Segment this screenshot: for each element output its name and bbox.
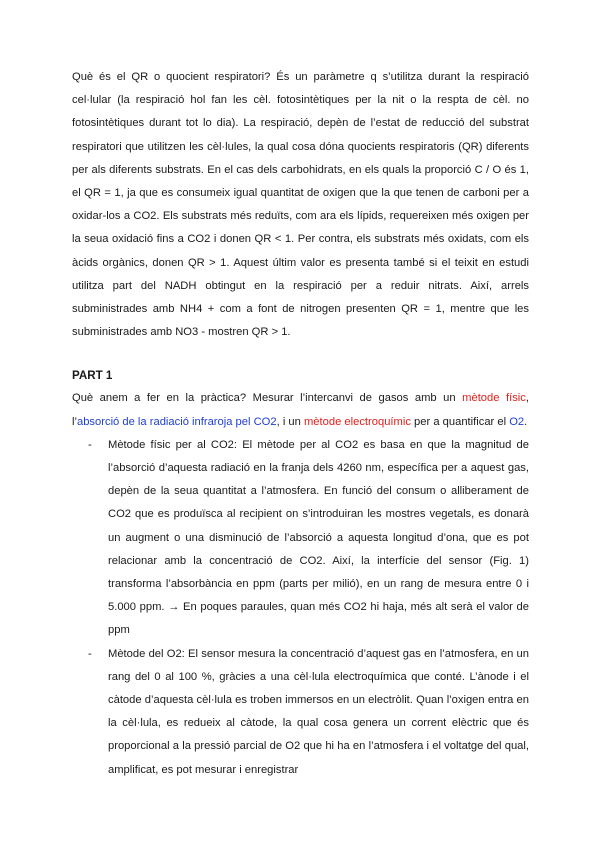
list-item-metode-co2 — [72, 434, 529, 643]
list-dash: - — [88, 647, 92, 660]
highlight-absorcio-co2: absorció de la radiació infraroja pel CO2 — [76, 415, 277, 428]
highlight-metode-electroquimic: mètode electroquímic — [303, 415, 411, 428]
list-item-text: Mètode del O2: El sensor mesura la concentració d’aquest gas en l’atmosfera, en un rang del 0 al 100 %, gràcies a una cèl·lula electroquímica que conté. L’ànode i el càtode d’aquesta cèl·lula es troben immersos en un electròlit. Quan l’oxigen entra en la cèl·lula, es redueix al càtode, la qual cosa genera un corrent elèctric que és proporcional a la pressió parcial de O2 que hi ha en l’atmosfera i el voltatge del qual, amplificat, es pot mesurar i enregistrar — [108, 647, 529, 776]
part1-text-c: per a quantificar el — [410, 415, 510, 428]
part1-text-comma: , l’ — [72, 392, 529, 428]
intro-paragraph: Què és el QR o quocient respiratori? És un paràmetre q s’utilitza durant la respiració cel·lular (la respiració hol fan les cèl. fotosintètiques per la nit o la respta de cèl. no fotosintètiques durant tot lo dia). La respiració, depèn de l’estat de reducció del substrat respiratori que utilitzen les cèl·lules, la qual cosa dóna quocients respiratoris (QR) diferents per als diferents substrats. En el cas dels carbohidrats, en els quals la proporció C / O és 1, el QR = 1, ja que es consumeix igual quantitat de oxigen que la que tenen de carboni per a oxidar-los a CO2. Els substrats més reduïts, com ara els lípids, requereixen més oxigen per la seua oxidació fins a CO2 i donen QR < 1. Per contra, els substrats més oxidats, com els àcids orgànics, donen QR > 1. Aquest últim valor es presenta també si el teixit en estudi utilitza part del NADH obtingut en la respiració per a reduir nitrats. Així, arrels subministrades amb NH4 + com a font de nitrogen presenten QR = 1, mentre que les subministrades amb NO3 - mostren QR > 1. — [72, 71, 529, 339]
list-item-metode-o2 — [72, 643, 529, 782]
part1-paragraph — [72, 387, 529, 433]
highlight-o2: O2 — [509, 415, 525, 428]
part1-text-period: . — [524, 415, 528, 428]
part1-text-a: Què anem a fer en la pràctica? Mesurar l’intercanvi de gasos amb un — [72, 392, 463, 405]
highlight-metode-fisic: mètode físic — [462, 392, 526, 405]
list-dash: - — [88, 438, 92, 451]
document-content — [72, 66, 529, 782]
list-item-text: Mètode físic per al CO2: El mètode per al CO2 es basa en que la magnitud de l’absorció d’aquesta radiació en la franja dels 4260 nm, específica per a aquest gas, depèn de la seua quantitat a l’atmosfera. En funció del consum o alliberament de CO2 que es produïsca al recipient on s’introduiran les mostres vegetals, es donarà un augment o una disminució de l’absorció a aquesta longitud d’ona, que es pot relacionar amb la concentració de CO2. Així, la interfície del sensor (Fig. 1) transforma l’absorbància en ppm (parts per milió), en un rang de mesura entre 0 i 5.000 ppm. → En poques paraules, quan més CO2 hi haja, més alt serà el valor de ppm — [108, 438, 529, 637]
section-heading-part-1: PART 1 — [72, 369, 113, 383]
part1-text-b: , i un — [276, 415, 304, 428]
methods-list — [72, 434, 529, 782]
